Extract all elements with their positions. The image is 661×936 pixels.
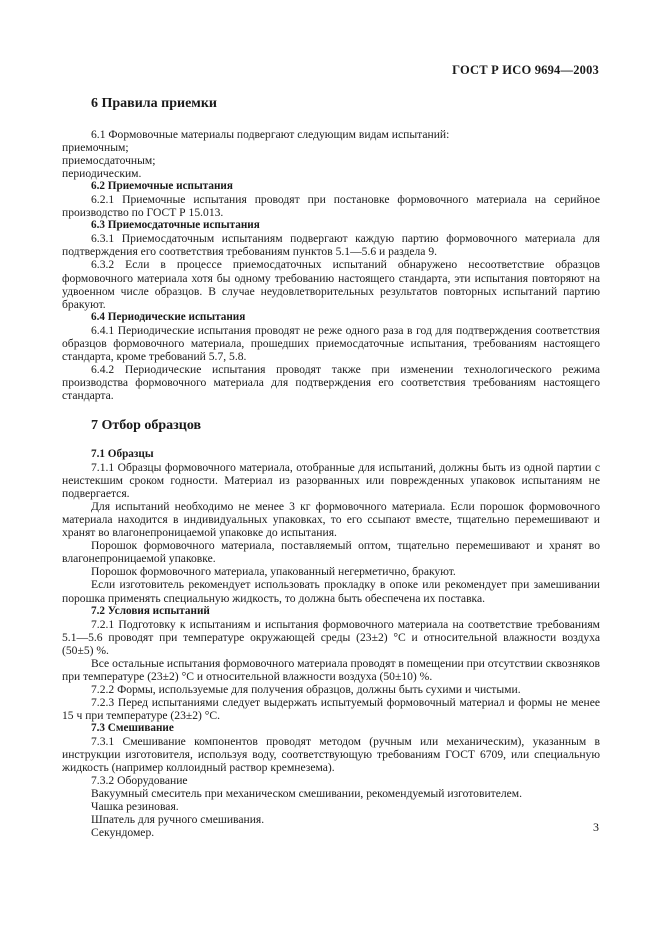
page-body — [62, 96, 600, 839]
page-number: 3 — [593, 820, 599, 834]
paragraph-7-2-2: 7.2.2 Формы, используемые для получения образцов, должны быть сухими и чистыми. — [91, 682, 521, 696]
paragraph-7-1-d: Если изготовитель рекомендует использовать прокладку в опоке или рекомендует при замешивании порошка применять специальную жидкость, то должна быть обеспечена их поставка. — [62, 578, 600, 605]
subsection-7-3-title: 7.3 Смешивание — [91, 721, 174, 734]
paragraph-6-4-1: 6.4.1 Периодические испытания проводят не реже одного раза в год для подтверждения соответствия образцов формовочного материала, прошедших приемосдаточные испытания, требованиям настоящего стандарта, кроме требований 5.7, 5.8. — [62, 323, 600, 363]
equipment-item: Чашка резиновая. — [91, 800, 179, 814]
paragraph-6-3-1: 6.3.1 Приемосдаточным испытаниям подвергают каждую партию формовочного материала для подтверждения его соответствия требованиям пунктов 5.1—5.6 и раздела 9. — [62, 232, 600, 259]
paragraph-6-4-2: 6.4.2 Периодические испытания проводят также при изменении технологического режима производства формовочного материала для подтверждения его соответствия требованиям настоящего стандарта. — [62, 362, 600, 402]
paragraph-7-2-a: Все остальные испытания формовочного материала проводят в помещении при отсутствии сквозняков при температуре (23±2) °С и относительной влажности воздуха (50±10) %. — [62, 656, 600, 683]
paragraph-7-1-c: Порошок формовочного материала, упакованный негерметично, бракуют. — [91, 565, 456, 579]
paragraph-7-2-3: 7.2.3 Перед испытаниями следует выдержать испытуемый формовочный материал и формы не менее 15 ч при температуре (23±2) °С. — [62, 695, 600, 722]
subsection-7-2-title: 7.2 Условия испытаний — [91, 604, 210, 617]
paragraph-7-1-1: 7.1.1 Образцы формовочного материала, отобранные для испытаний, должны быть из одной партии с неистекшим сроком годности. Материал из разорванных или поврежденных упаковок испытаниям не подвергается. — [62, 461, 600, 501]
paragraph-6-3-2: 6.3.2 Если в процессе приемосдаточных испытаний обнаружено несоответствие образцов формовочного материала хотя бы одному требованию настоящего стандарта, эти испытания повторяют на удвоенном числе образцов. В случае неудовлетворительных результатов повторных испытаний партию бракуют. — [62, 258, 600, 311]
paragraph-7-3-1: 7.3.1 Смешивание компонентов проводят методом (ручным или механическим), указанным в инструкции изготовителя, используя воду, соответствующую требованиям ГОСТ 6709, или специальную жидкость (например коллоидный раствор кремнезема). — [62, 735, 600, 775]
subsection-6-4-title: 6.4 Периодические испытания — [91, 310, 246, 323]
subsection-6-2-title: 6.2 Приемочные испытания — [91, 180, 233, 193]
section-6-title: 6 Правила приемки — [91, 96, 217, 111]
paragraph-7-1-a: Для испытаний необходимо не менее 3 кг формовочного материала. Если порошок формовочного материала находится в индивидуальных упаковках, то его ссыпают вместе, тщательно перемешивают и хранят во влагонепроницаемой упаковке до испытания. — [62, 500, 600, 540]
equipment-item: Шпатель для ручного смешивания. — [91, 813, 265, 827]
paragraph-7-1-b: Порошок формовочного материала, поставляемый оптом, тщательно перемешивают и хранят во влагонепроницаемой упаковке. — [62, 539, 600, 566]
list-item: приемосдаточным; — [62, 154, 156, 168]
paragraph-6-1: 6.1 Формовочные материалы подвергают следующим видам испытаний: — [91, 128, 450, 141]
paragraph-7-2-1: 7.2.1 Подготовку к испытаниям и испытания формовочного материала на соответствие требованиям 5.1—5.6 проводят при температуре окружающей среды (23±2) °С и относительной влажности воздуха (50±5) %. — [62, 617, 600, 657]
subsection-6-3-title: 6.3 Приемосдаточные испытания — [91, 219, 260, 232]
section-7-title: 7 Отбор образцов — [91, 417, 202, 433]
list-item: периодическим. — [62, 167, 142, 181]
paragraph-7-3-2: 7.3.2 Оборудование — [91, 774, 188, 788]
equipment-item: Вакуумный смеситель при механическом смешивании, рекомендуемый изготовителем. — [91, 787, 523, 801]
subsection-7-1-title: 7.1 Образцы — [91, 447, 154, 460]
paragraph-6-2-1: 6.2.1 Приемочные испытания проводят при постановке формовочного материала на серийное производство по ГОСТ Р 15.013. — [62, 193, 600, 220]
list-item: приемочным; — [62, 141, 129, 155]
document-code: ГОСТ Р ИСО 9694—2003 — [452, 63, 599, 77]
equipment-item: Секундомер. — [91, 826, 155, 840]
